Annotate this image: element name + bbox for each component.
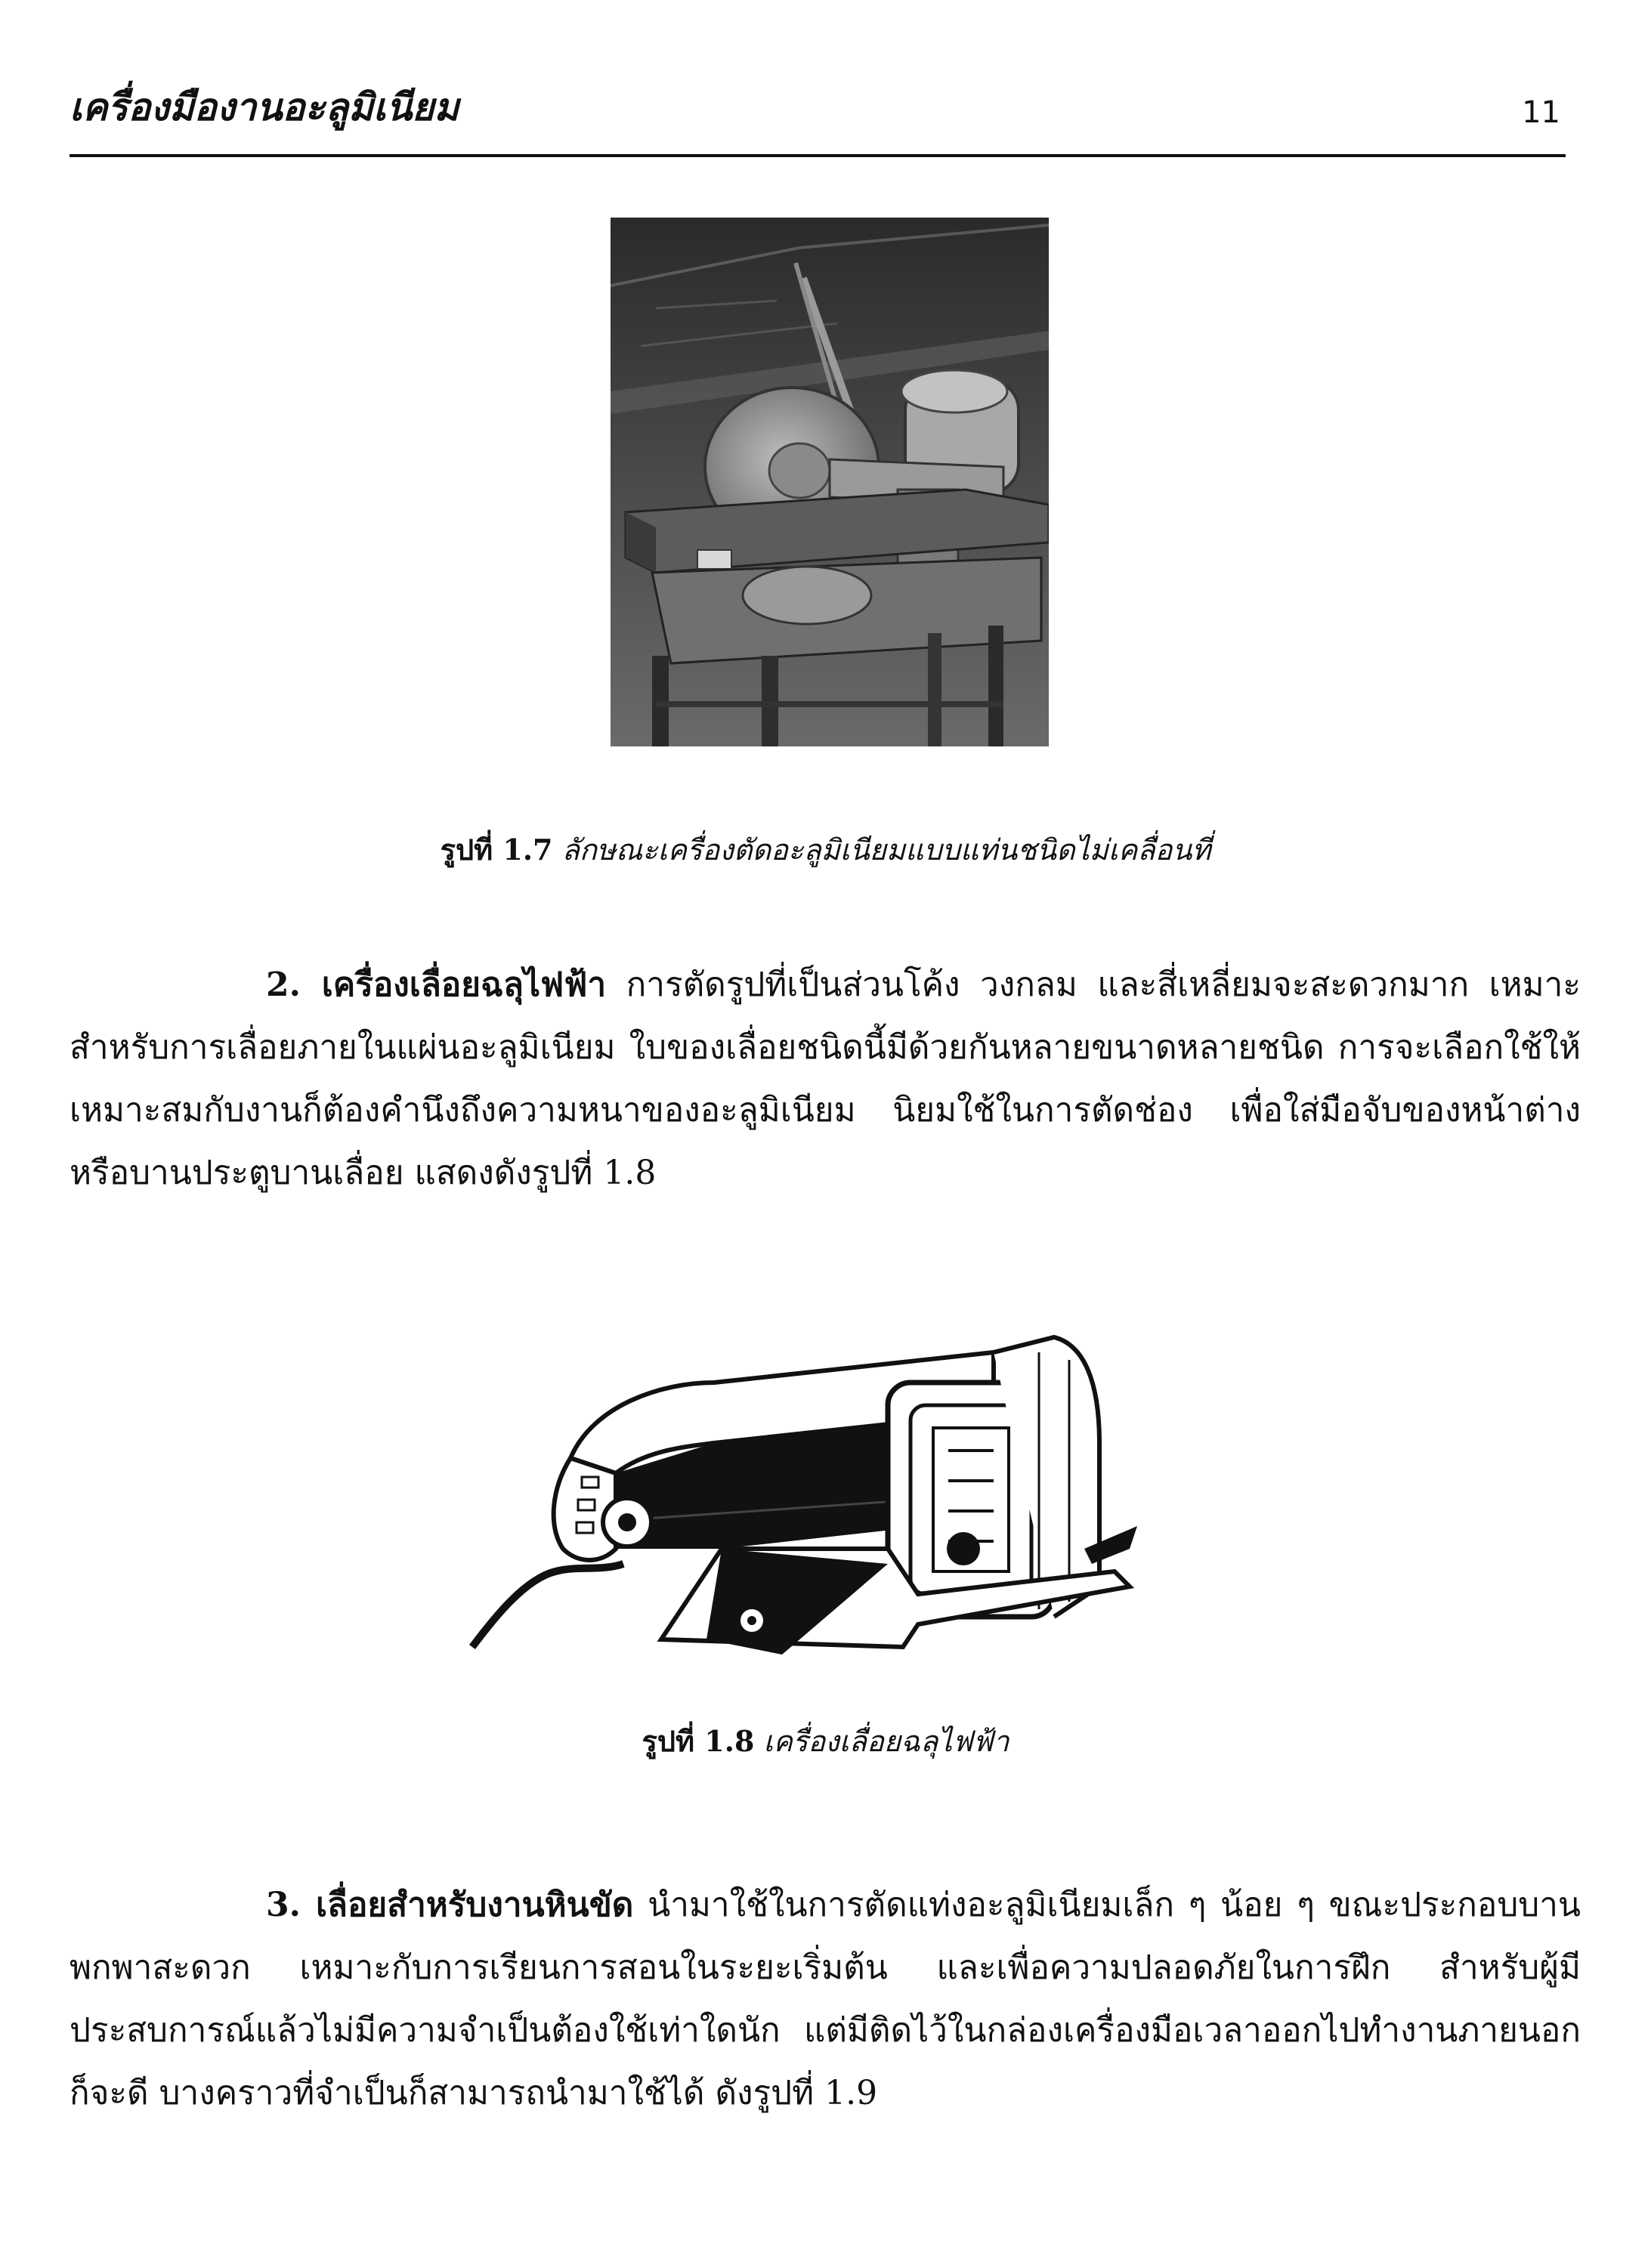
- page-number: 11: [1522, 95, 1560, 130]
- section-2-paragraph: [70, 953, 1581, 1204]
- section-2-body: การตัดรูปที่เป็นส่วนโค้ง วงกลม และสี่เหลี่ยมจะสะดวกมาก เหมาะสำหรับการเลื่อยภายในแผ่นอะลูมิเนียม ใบของเลื่อยชนิดนี้มีด้วยกันหลายขนาดหลายชนิด การจะเลือกใช้ให้เหมาะสมกับงานก็ต้องคำนึงถึงความหนาของอะลูมิเนียม นิยมใช้ในการตัดช่อง เพื่อใส่มือจับของหน้าต่างหรือบานประตูบานเลื่อย แสดงดังรูปที่ 1.8: [70, 966, 1581, 1192]
- figure-1-8-caption: [0, 1723, 1651, 1760]
- section-3-heading: 3. เลื่อยสำหรับงานหินขัด: [266, 1886, 634, 1924]
- figure-1-7-label: รูปที่ 1.7: [440, 833, 553, 867]
- section-3-paragraph: [70, 1874, 1581, 2124]
- figure-1-8-caption-text: เครื่องเลื่อยฉลุไฟฟ้า: [763, 1725, 1009, 1758]
- aluminium-cutting-machine-photo: [611, 218, 1049, 746]
- figure-1-8-label: รูปที่ 1.8: [642, 1724, 755, 1758]
- electric-jigsaw-drawing: [465, 1322, 1145, 1655]
- running-header-title: เครื่องมืองานอะลูมิเนียม: [70, 85, 459, 129]
- figure-1-7-caption-text: ลักษณะเครื่องตัดอะลูมิเนียมแบบแท่นชนิดไม่เคลื่อนที่: [561, 833, 1211, 867]
- header-divider: [70, 154, 1566, 157]
- section-3-body: นำมาใช้ในการตัดแท่งอะลูมิเนียมเล็ก ๆ น้อย ๆ ขณะประกอบบาน พกพาสะดวก เหมาะกับการเรียนการสอนในระยะเริ่มต้น และเพื่อความปลอดภัยในการฝึก สำหรับผู้มีประสบการณ์แล้วไม่มีความจำเป็นต้องใช้เท่าใดนัก แต่มีติดไว้ในกล่องเครื่องมือเวลาออกไปทำงานภายนอกก็จะดี บางคราวที่จำเป็นก็สามารถนำมาใช้ได้ ดังรูปที่ 1.9: [70, 1886, 1581, 2112]
- figure-1-7-caption: [0, 831, 1651, 869]
- section-2-heading: 2. เครื่องเลื่อยฉลุไฟฟ้า: [266, 966, 607, 1004]
